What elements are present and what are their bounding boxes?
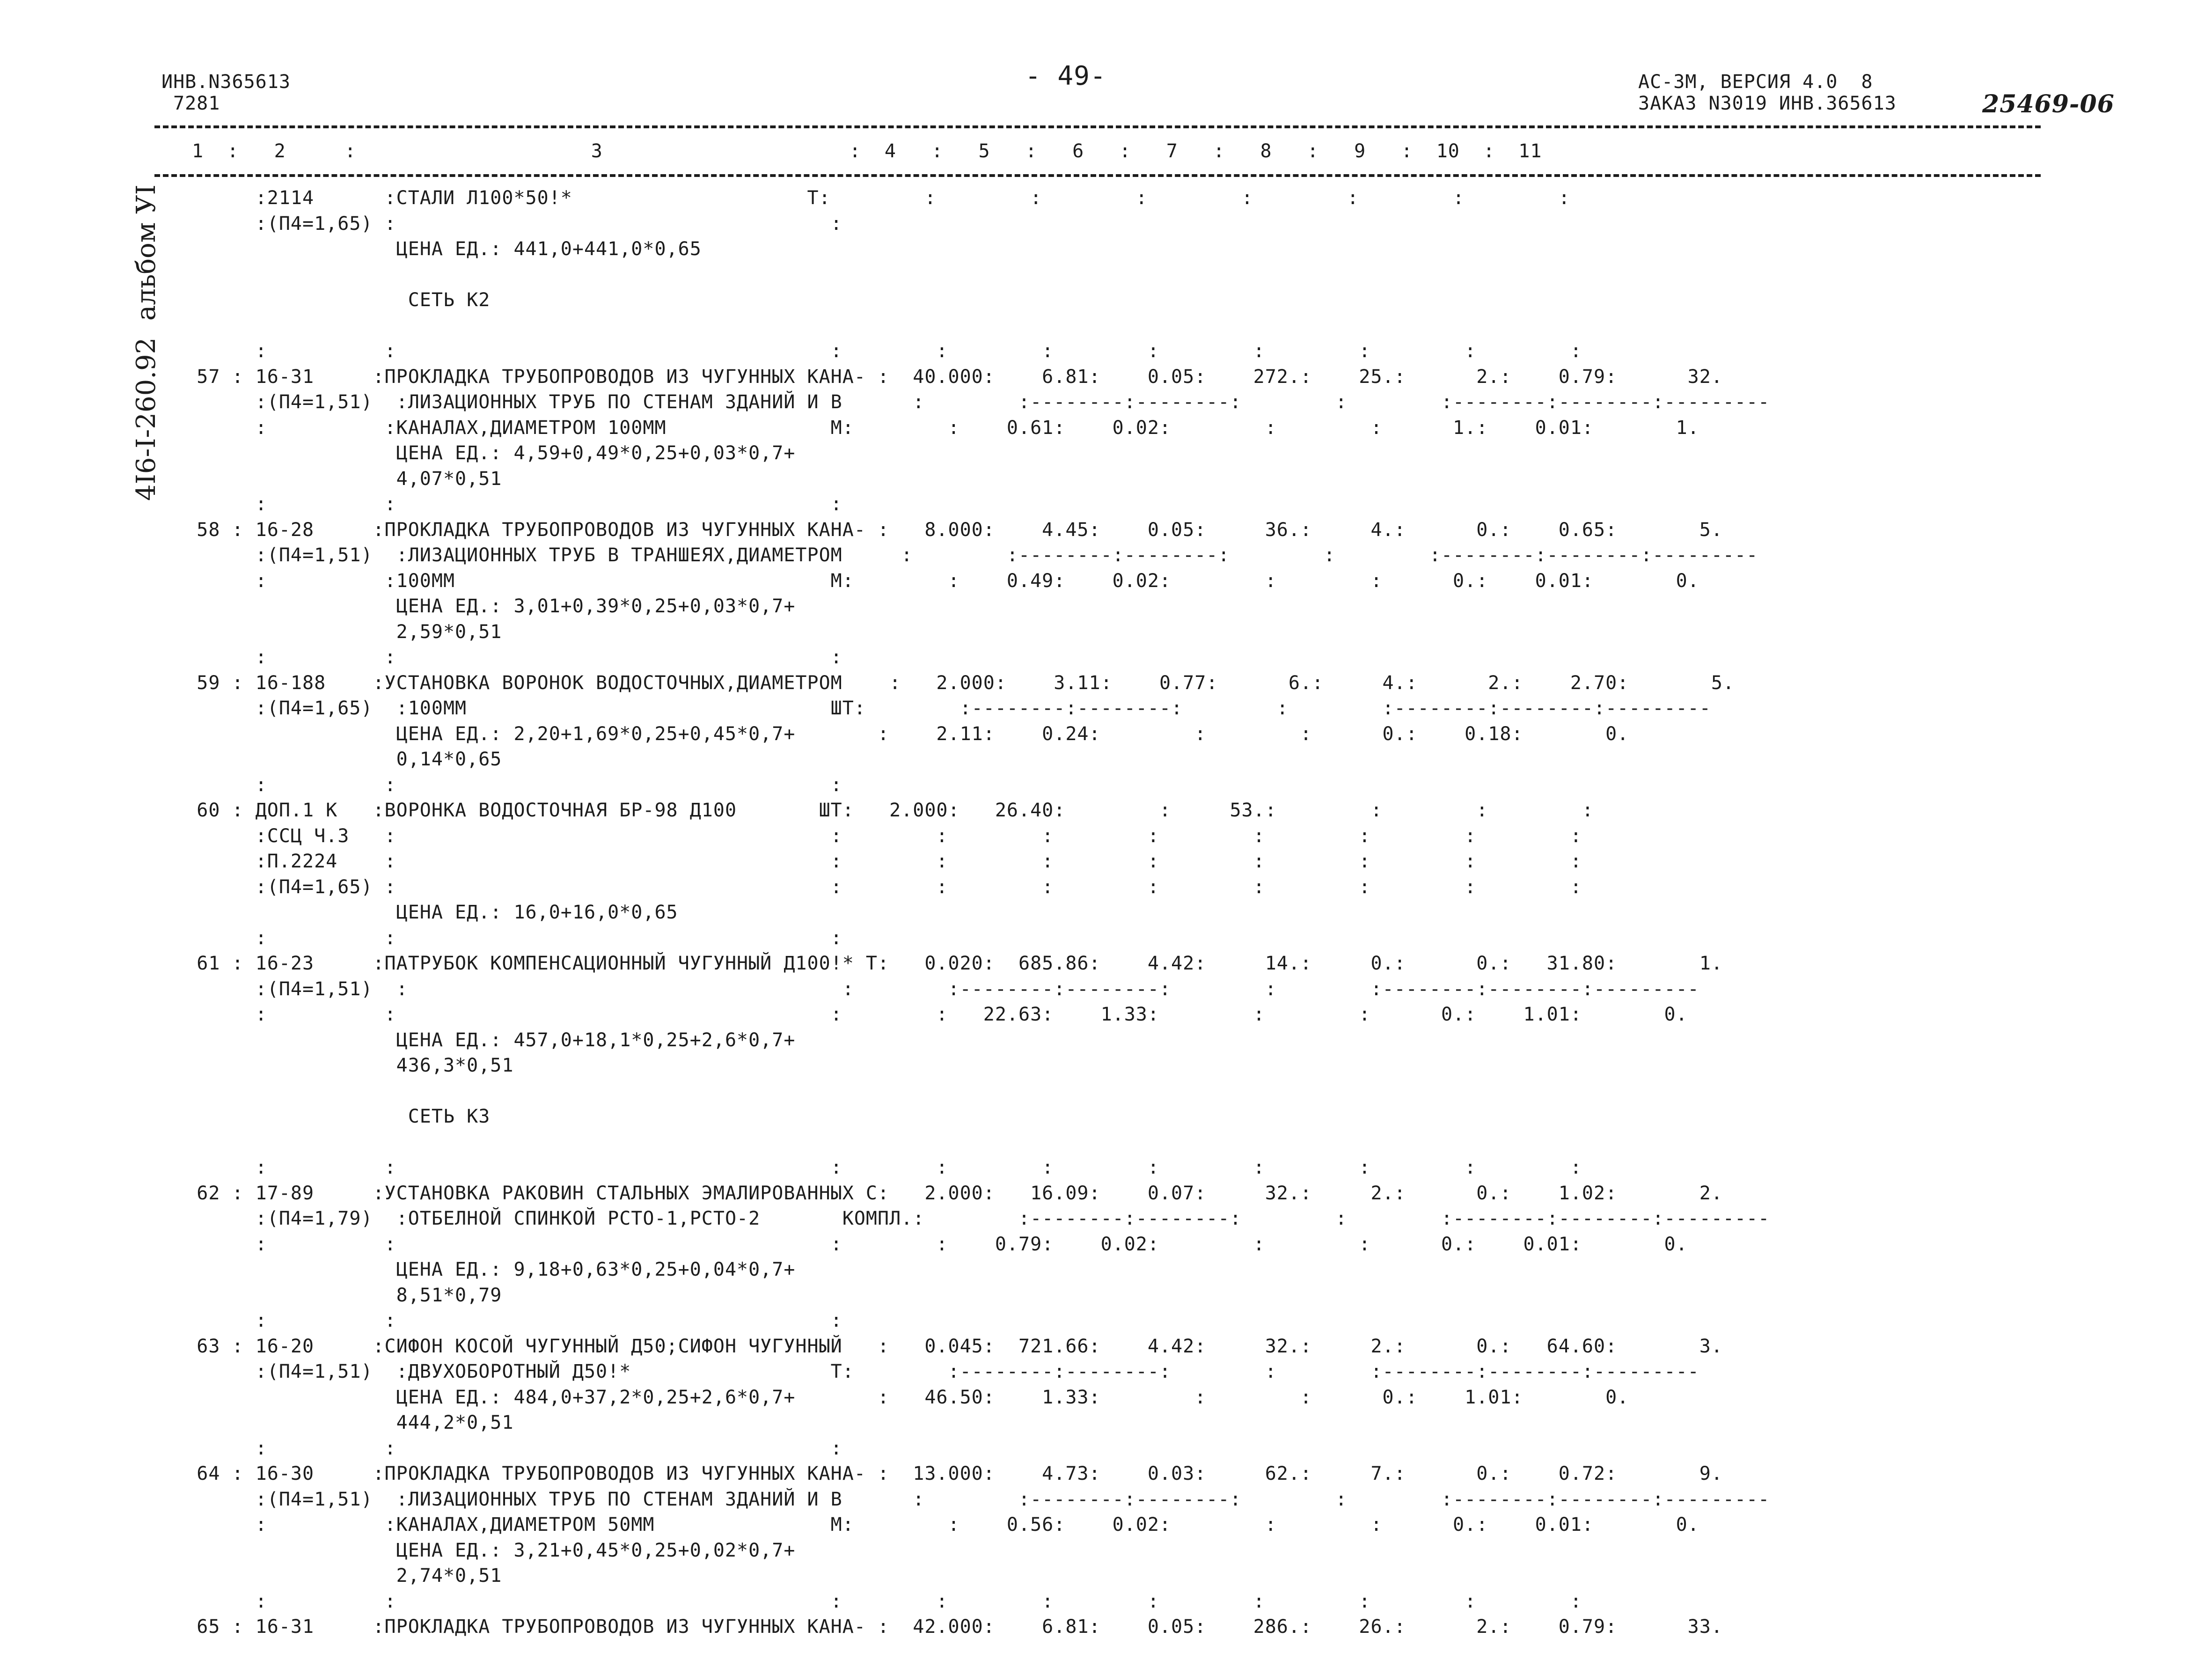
inventory-sub-number: 7281 [173, 93, 220, 114]
version-line: АС-3М, ВЕРСИЯ 4.0 8 [1638, 71, 1873, 93]
table-line: 64 : 16-30 :ПРОКЛАДКА ТРУБОПРОВОДОВ ИЗ ЧУГУННЫХ КАНА- : 13.000: 4.73: 0.03: 62.: 7.: 0.: 0.72: 9. [161, 1463, 1723, 1484]
table-line: 61 : 16-23 :ПАТРУБОК КОМПЕНСАЦИОННЫЙ ЧУГУННЫЙ Д100!* Т: 0.020: 685.86: 4.42: 14.: 0.: 0.: 31.80: 1. [161, 953, 1723, 974]
table-line: : : : [161, 1437, 842, 1459]
table-line: : : : [161, 1310, 842, 1331]
table-line: : :100ММ М: : 0.49: 0.02: : : 0.: 0.01: 0. [161, 570, 1699, 592]
table-line: ЦЕНА ЕД.: 457,0+18,1*0,25+2,6*0,7+ [161, 1029, 796, 1051]
table-line: 65 : 16-31 :ПРОКЛАДКА ТРУБОПРОВОДОВ ИЗ ЧУГУННЫХ КАНА- : 42.000: 6.81: 0.05: 286.: 26.: 2.: 0.79: 33. [161, 1616, 1723, 1638]
table-line: ЦЕНА ЕД.: 3,21+0,45*0,25+0,02*0,7+ [161, 1539, 796, 1561]
table-line: ЦЕНА ЕД.: 16,0+16,0*0,65 [161, 902, 678, 923]
table-line: : : : : : : : : : : [161, 1590, 1582, 1612]
table-line: ЦЕНА ЕД.: 484,0+37,2*0,25+2,6*0,7+ : 46.50: 1.33: : : 0.: 1.01: 0. [161, 1386, 1629, 1408]
table-line: 60 : ДОП.1 К :ВОРОНКА ВОДОСТОЧНАЯ БР-98 Д100 ШТ: 2.000: 26.40: : 53.: : : : [161, 800, 1594, 821]
table-line: : : : [161, 493, 842, 515]
table-line: 58 : 16-28 :ПРОКЛАДКА ТРУБОПРОВОДОВ ИЗ ЧУГУННЫХ КАНА- : 8.000: 4.45: 0.05: 36.: 4.: 0.: 0.65: 5. [161, 519, 1723, 541]
header-rule-bottom [154, 174, 2041, 177]
order-line: ЗАКАЗ N3019 ИНВ.365613 [1638, 93, 1897, 114]
table-line: :(П4=1,65) : : : : : : : : : [161, 876, 1582, 898]
table-line: 8,51*0,79 [161, 1284, 502, 1306]
table-line: : :КАНАЛАХ,ДИАМЕТРОМ 50ММ М: : 0.56: 0.02: : : 0.: 0.01: 0. [161, 1514, 1699, 1535]
table-line: 2,74*0,51 [161, 1565, 502, 1587]
table-line: :(П4=1,51) : : :--------:--------: : :--------:--------:--------- [161, 978, 1699, 1000]
page-number: - 49- [1025, 61, 1106, 91]
table-line: :ССЦ Ч.3 : : : : : : : : : [161, 825, 1582, 847]
table-line: 62 : 17-89 :УСТАНОВКА РАКОВИН СТАЛЬНЫХ ЭМАЛИРОВАННЫХ С: 2.000: 16.09: 0.07: 32.: 2.: 0.: 1.02: 2. [161, 1182, 1723, 1204]
header-rule-top [154, 125, 2041, 128]
table-line: : :КАНАЛАХ,ДИАМЕТРОМ 100ММ М: : 0.61: 0.02: : : 1.: 0.01: 1. [161, 417, 1699, 439]
table-line: : : : [161, 927, 842, 949]
table-line: 59 : 16-188 :УСТАНОВКА ВОРОНОК ВОДОСТОЧНЫХ,ДИАМЕТРОМ : 2.000: 3.11: 0.77: 6.: 4.: 2.: 2.70: 5. [161, 672, 1735, 694]
column-header: 1 : 2 : 3 : 4 : 5 : 6 : 7 : 8 : 9 : 10 : 11 [192, 140, 1542, 162]
table-line: 2,59*0,51 [161, 621, 502, 643]
table-line: ЦЕНА ЕД.: 3,01+0,39*0,25+0,03*0,7+ [161, 595, 796, 617]
table-line: :(П4=1,51) :ЛИЗАЦИОННЫХ ТРУБ ПО СТЕНАМ ЗДАНИЙ И В : :--------:--------: : :--------:--------:--------- [161, 391, 1770, 413]
table-line: 444,2*0,51 [161, 1412, 514, 1433]
table-line: : : : : : : : : : : [161, 340, 1582, 362]
table-line: :(П4=1,65) : : [161, 213, 842, 235]
table-line: 436,3*0,51 [161, 1055, 514, 1076]
table-line: ЦЕНА ЕД.: 4,59+0,49*0,25+0,03*0,7+ [161, 442, 796, 464]
album-side-label: 4I6-I-260.92 альбом УI [131, 184, 161, 501]
table-line: :2114 :СТАЛИ Л100*50!* Т: : : : : : : : [161, 187, 1570, 209]
table-line: 57 : 16-31 :ПРОКЛАДКА ТРУБОПРОВОДОВ ИЗ ЧУГУННЫХ КАНА- : 40.000: 6.81: 0.05: 272.: 25.: 2.: 0.79: 32. [161, 366, 1723, 388]
table-line: 4,07*0,51 [161, 468, 502, 490]
table-line: : : : [161, 774, 842, 796]
table-line: :(П4=1,51) :ДВУХОБОРОТНЫЙ Д50!* Т: :--------:--------: : :--------:--------:--------- [161, 1361, 1699, 1382]
table-line: : : : [161, 646, 842, 668]
table-line: СЕТЬ К2 [161, 289, 491, 311]
inventory-number: ИНВ.N365613 [161, 71, 291, 93]
handwritten-number: 25469-06 [1982, 90, 2115, 118]
table-line: ЦЕНА ЕД.: 2,20+1,69*0,25+0,45*0,7+ : 2.11: 0.24: : : 0.: 0.18: 0. [161, 723, 1629, 745]
table-line: 0,14*0,65 [161, 749, 502, 770]
table-line: : : : : 0.79: 0.02: : : 0.: 0.01: 0. [161, 1233, 1688, 1255]
table-line: :П.2224 : : : : : : : : : [161, 851, 1582, 872]
table-line: :(П4=1,79) :ОТБЕЛНОЙ СПИНКОЙ РСТО-1,РСТО-2 КОМПЛ.: :--------:--------: : :--------:--------:--------- [161, 1208, 1770, 1229]
table-line: : : : : : : : : : : [161, 1157, 1582, 1178]
table-line: : : : : 22.63: 1.33: : : 0.: 1.01: 0. [161, 1004, 1688, 1025]
table-line: ЦЕНА ЕД.: 9,18+0,63*0,25+0,04*0,7+ [161, 1259, 796, 1280]
table-line: ЦЕНА ЕД.: 441,0+441,0*0,65 [161, 238, 702, 260]
table-line: :(П4=1,65) :100ММ ШТ: :--------:--------: : :--------:--------:--------- [161, 698, 1711, 719]
table-line: :(П4=1,51) :ЛИЗАЦИОННЫХ ТРУБ ПО СТЕНАМ ЗДАНИЙ И В : :--------:--------: : :--------:--------:--------- [161, 1488, 1770, 1510]
table-line: 63 : 16-20 :СИФОН КОСОЙ ЧУГУННЫЙ Д50;СИФОН ЧУГУННЫЙ : 0.045: 721.66: 4.42: 32.: 2.: 0.: 64.60: 3. [161, 1335, 1723, 1357]
table-line: СЕТЬ К3 [161, 1106, 491, 1127]
table-line: :(П4=1,51) :ЛИЗАЦИОННЫХ ТРУБ В ТРАНШЕЯХ,ДИАМЕТРОМ : :--------:--------: : :--------:--------:--------- [161, 544, 1758, 566]
